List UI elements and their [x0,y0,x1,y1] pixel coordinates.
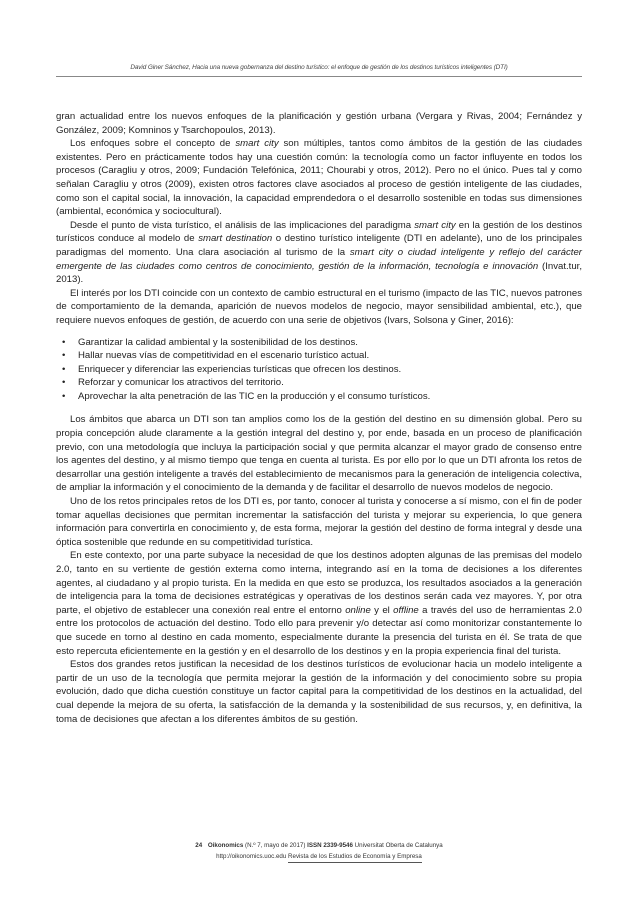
paragraph-text: son múltiples, tantos como ámbitos de la gestión de las ciudades existentes. Pero en prácticamente todos hay una cuestión común: la tecnología como un factor influyente en todos los procesos (Caragliu y otros, 2009; Fundación Telefónica, 2011; Chourabi y otros, 2012). Pero no el único. Pues tal y como señalan Caragliu y otros (2009), existen otros factores clave asociados al proceso de gestión inteligente de las ciudades, como son el capital social, la innovación, la capacidad emprendedora o el desarrollo sostenible en todas sus dimensiones (ambiental, económica y sociocultural). [56,138,582,218]
paragraph [56,110,582,137]
emphasis-text: online [345,604,371,616]
paragraph-text: o destino turístico inteligente (DTI en adelante), uno de los principales paradigmas del momento. Una clara asociación al turismo de la [56,233,582,258]
paragraph-text: El interés por los DTI coincide con un contexto de cambio estructural en el turismo (impacto de las TIC, nuevos patrones de comportamiento de la demanda, aparición de nuevos modelos de negocio, mayor sensibilidad ambiental, etc.), que requiere nuevos enfoques de gestión, de acuerdo con una serie de objetivos (Ivars, Solsona y Giner, 2016): [56,287,582,326]
paragraph-text: Estos dos grandes retos justifican la necesidad de los destinos turísticos de evolucionar hacia un modelo inteligente a partir de un uso de la tecnología que permita mejorar la gestión de la información y del conocimiento sobre su propia evolución, dado que dicha cuestión constituye un factor capital para la competitividad de los destinos en la actualidad, del cual depende la mejora de su oferta, la satisfacción de la demanda y la sostenibilidad de sus recursos, y, en definitiva, la toma de decisiones que afectan a los diferentes ámbitos de su gestión. [56,659,582,725]
list-item-text: Reforzar y comunicar los atractivos del territorio. [78,377,284,389]
emphasis-text: offline [393,604,419,616]
paragraph-text: a través del uso de herramientas 2.0 entre los protocolos de actuación del destino. Todo ello para prevenir y/o detectar así como monitorizar constantemente lo que sucede en torno al destino en cada momento, especialmente durante la presencia del turista en él. Se trata de que esto repercuta eficientemente en la gestión y en el desarrollo de los destinos y en la propia experiencia final del turista. [56,604,583,657]
list-item-text: Hallar nuevas vías de competitividad en el escenario turístico actual. [78,350,370,362]
running-header: David Giner Sánchez, Hacia una nueva gobernanza del destino turístico: el enfoque de gestión de los destinos turísticos inteligentes (DTI) [130,64,508,71]
list-item-text: Enriquecer y diferenciar las experiencias turísticas que ofrecen los destinos. [78,363,402,375]
paragraph-text: Los ámbitos que abarca un DTI son tan amplios como los de la gestión del destino en su dimensión global. Pero su propia concepción alude claramente a la gestión integral del destino y, por ende, basada en un proceso de planificación previo, con una metodología que incluya la participación social y que permita alcanzar el mayor grado de consenso entre los agentes del destino, y al mismo tiempo que tenga en cuenta al turista. Es por ello por lo que un DTI afronta los retos de desarrollar una gestión inteligente a través del establecimiento de mecanismos para la generación de inteligencia colectiva, de ampliar la información y el conocimiento de la demanda y de facilitar el desarrollo de nuevos modelos de negocio. [56,414,582,494]
bullet-icon: • [62,390,66,402]
page-number: 24 [195,842,203,849]
paragraph [56,219,582,287]
paragraph [56,287,582,328]
emphasis-text: smart city [414,219,456,231]
list-item-text: Aprovechar la alta penetración de las TIC en la producción y el consumo turísticos. [78,390,431,402]
emphasis-text: smart city [235,138,279,150]
paragraph [56,413,582,495]
list-item-text: Garantizar la calidad ambiental y la sostenibilidad de los destinos. [78,336,358,348]
article-body [56,110,582,726]
header-rule [56,76,582,77]
bullet-icon: • [62,377,66,389]
paragraph-text: en la gestión de los destinos turísticos conduce al modelo de [56,219,582,245]
paragraph [56,495,582,549]
paragraph-text: Los enfoques sobre el concepto de [70,138,236,150]
paragraph-text: gran actualidad entre los nuevos enfoques de la planificación y gestión urbana (Vergara y Rivas, 2004; Fernández y González, 2009; Komninos y Tsarchopoulos, 2013). [56,111,582,136]
journal-name: Oikonomics [207,842,244,849]
emphasis-text: smart destination [198,233,273,245]
list-item [56,390,582,404]
list-item [56,363,582,377]
paragraph-text: En este contexto, por una parte subyace la necesidad de que los destinos adopten algunas de las premisas del modelo 2.0, tanto en su vertiente de gestión externa como interna, integrando así en la toma de decisiones a los diferentes agentes, al ciudadano y al propio turista. En la medida en que esto se produzca, los resultados asociados a la generación de inteligencia para la toma de decisiones estratégicas y operativas de los destinos serán cada vez mayores. Y, por otra parte, el objetivo de establecer una conexión real entre el entorno [56,550,582,616]
paragraph [56,658,582,726]
list-item [56,376,582,390]
paragraph [56,549,582,658]
page-footer [56,840,582,863]
footer-line-2 [56,851,582,863]
paragraph [56,137,582,219]
bullet-icon: • [62,350,66,362]
emphasis-text: smart city o ciudad inteligente y reflejo del carácter emergente de las ciudades como centros de conocimiento, gestión de la información, tecnología e innovación [56,246,582,272]
objectives-list [56,336,582,404]
footer-line-1 [56,840,582,851]
issue-info: (N.º 7, mayo de 2017) [245,842,306,849]
issn: ISSN 2339-9546 [307,842,353,849]
list-item [56,349,582,363]
journal-url[interactable]: http://oikonomics.uoc.edu [216,853,287,860]
paragraph-text: (Invat.tur, 2013). [56,260,582,286]
bullet-icon: • [62,363,66,375]
bullet-icon: • [62,336,66,348]
list-item [56,336,582,350]
university-name: Universitat Oberta de Catalunya [354,842,443,849]
paragraph-text: y el [370,604,394,616]
journal-subtitle: Revista de los Estudios de Economía y Empresa [288,851,422,863]
paragraph-text: Uno de los retos principales retos de los DTI es, por tanto, conocer al turista y conocerse a sí mismo, con el fin de poder tomar aquellas decisiones que permitan incrementar la satisfacción del turista y mejorar su experiencia, lo que genera información para convertirla en conocimiento y, de esta forma, mejorar la gestión del destino de forma integral y desde una óptica sostenible que redunde en su competitividad turística. [56,496,582,548]
paragraph-text: Desde el punto de vista turístico, el análisis de las implicaciones del paradigma [70,219,415,231]
